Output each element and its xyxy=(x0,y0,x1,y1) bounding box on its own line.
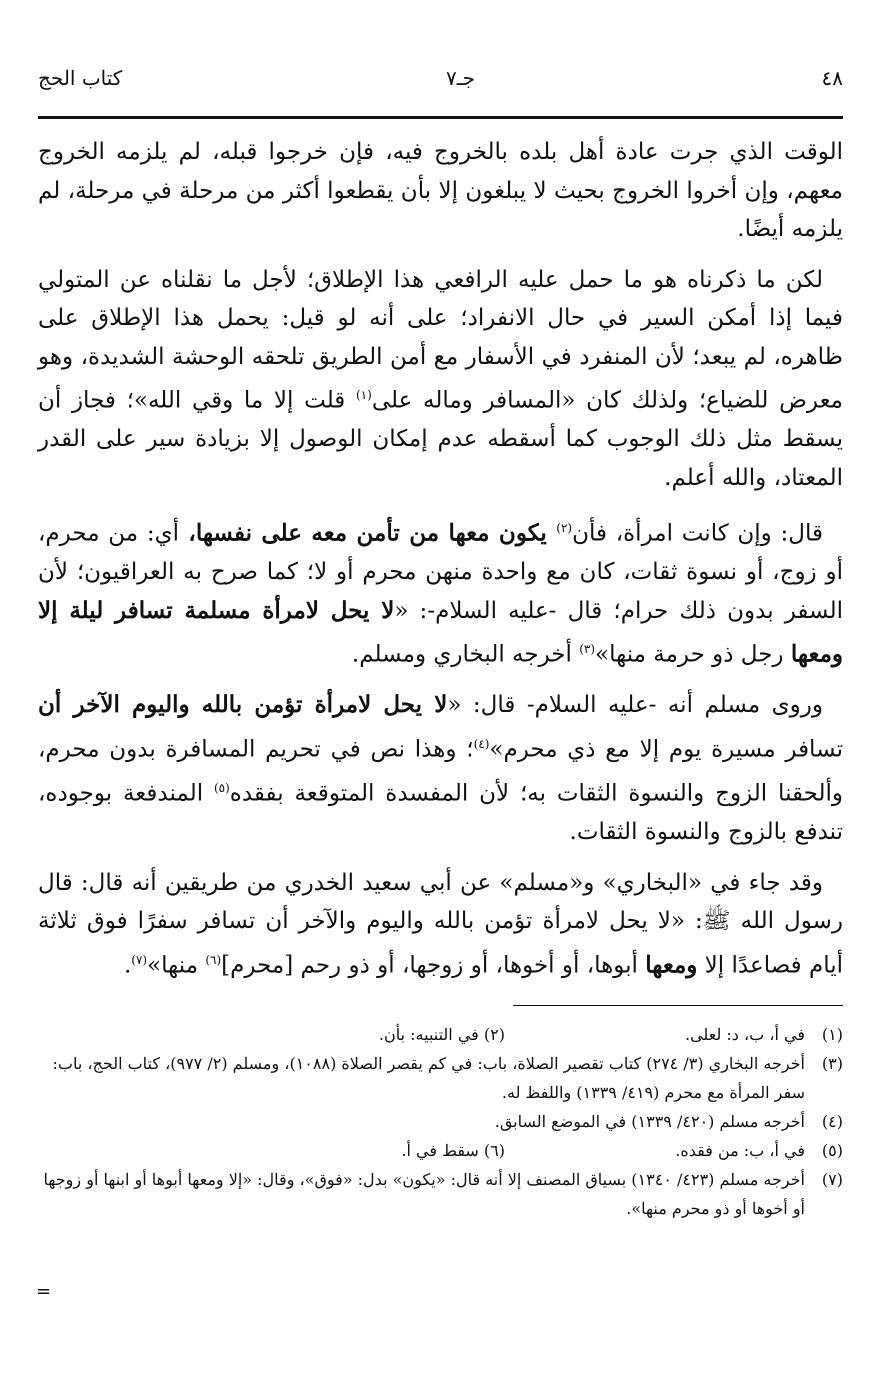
main-text xyxy=(38,133,843,985)
volume-label: جـ٧ xyxy=(446,66,475,90)
paragraph: لكن ما ذكرناه هو ما حمل عليه الرافعي هذا الإطلاق؛ لأجل ما نقلناه عن المتولي فيما إذا أمكن السير في حال الانفراد؛ على أنه لو قيل: يحمل هذا الإطلاق على ظاهره، لم يبعد؛ لأن المنفرد في الأسفار مع أمن الطريق تلحقه الوحشة الشديدة، وهو معرض للضياع؛ ولذلك كان «المسافر وماله على$^{(١)}$ قلت إلا ما وقي الله»؛ فجاز أن يسقط مثل ذلك الوجوب كما أسقطه عدم إمكان الوصول إلا بزيادة سير على القدر المعتاد، والله أعلم. xyxy=(38,266,843,491)
paragraph: وقد جاء في «البخاري» و«مسلم» عن أبي سعيد الخدري من طريقين أنه قال: قال رسول الله ﷺ: «لا يحل لامرأة تؤمن بالله واليوم والآخر أن تسافر سفرًا فوق ثلاثة أيام فصاعدًا إلا ومعها أبوها، أو أخوها، أو زوجها، أو ذو رحم [محرم]$^{(٦)}$ منها»$^{(٧)}$. xyxy=(38,869,843,979)
footnote-item: (٣) أخرجه البخاري (٣/ ٢٧٤) كتاب تقصير الصلاة، باب: في كم يقصر الصلاة (١٠٨٨)، ومسلم (٢/ ٩٧٧)، كتاب الحج، باب: سفر المرأة مع محرم (٤١٩/ ١٣٣٩) واللفظ له. xyxy=(52,1054,843,1103)
footnote-ref[interactable]: (٦) xyxy=(205,952,222,967)
header-rule xyxy=(38,116,843,119)
footnote-ref[interactable]: (٤) xyxy=(473,736,490,751)
paragraph: الوقت الذي جرت عادة أهل بلده بالخروج فيه، فإن خرجوا قبله، لم يلزمه الخروج معهم، وإن أخروا الخروج بحيث لا يبلغون إلا بأن يقطعوا أكثر من مرحلة في مرحلة، لم يلزمه أيضًا. xyxy=(38,139,843,242)
footnote-ref[interactable]: (٧) xyxy=(131,952,148,967)
footnote-ref[interactable]: (٢) xyxy=(556,521,573,536)
paragraph: قال: وإن كانت امرأة، فأن$^{(٢)}$ يكون معها من تأمن معه على نفسها، أي: من محرم، أو زوج، أو نسوة ثقات، كان مع واحدة منهن محرم أو لا؛ كما صرح به العراقيون؛ لأن السفر بدون ذلك حرام؛ قال -عليه السلام-: «لا يحل لامرأة مسلمة تسافر ليلة إلا ومعها رجل ذو حرمة منها»$^{(٣)}$ أخرجه البخاري ومسلم. xyxy=(38,519,843,668)
margin-mark: = xyxy=(36,1281,52,1302)
page-header xyxy=(38,60,843,108)
footnotes xyxy=(38,1020,843,1223)
footnote-item: (١) في أ، ب، د: لعلى. (٢) في التنبيه: بأن. xyxy=(378,1025,843,1045)
book-title: كتاب الحج xyxy=(38,66,123,90)
footnote-rule xyxy=(513,1005,843,1007)
footnote-item: (٥) في أ، ب: من فقده. (٦) سقط في أ. xyxy=(401,1141,843,1161)
page-number: ٤٨ xyxy=(821,66,843,90)
footnote-item: (٧) أخرجه مسلم (٤٢٣/ ١٣٤٠) بسياق المصنف إلا أنه قال: «يكون» بدل: «فوق»، وقال: «إلا ومعها أبوها أو ابنها أو زوجها أو أخوها أو ذو محرم منها». xyxy=(43,1170,843,1219)
footnote-ref[interactable]: (٥) xyxy=(213,781,230,796)
book-page xyxy=(38,60,843,1223)
footnote-ref[interactable]: (٣) xyxy=(579,642,596,657)
footnote-item: (٤) أخرجه مسلم (٤٢٠/ ١٣٣٩) في الموضع السابق. xyxy=(494,1112,843,1132)
footnote-ref[interactable]: (١) xyxy=(355,388,372,402)
paragraph: وروى مسلم أنه -عليه السلام- قال: «لا يحل لامرأة تؤمن بالله واليوم الآخر أن تسافر مسيرة يوم إلا مع ذي محرم»$^{(٤)}$؛ وهذا نص في تحريم المسافرة بدون محرم، وألحقنا الزوج والنسوة الثقات به؛ لأن المفسدة المتوقعة بفقده$^{(٥)}$ المندفعة بوجوده، تندفع بالزوج والنسوة الثقات. xyxy=(38,691,843,846)
